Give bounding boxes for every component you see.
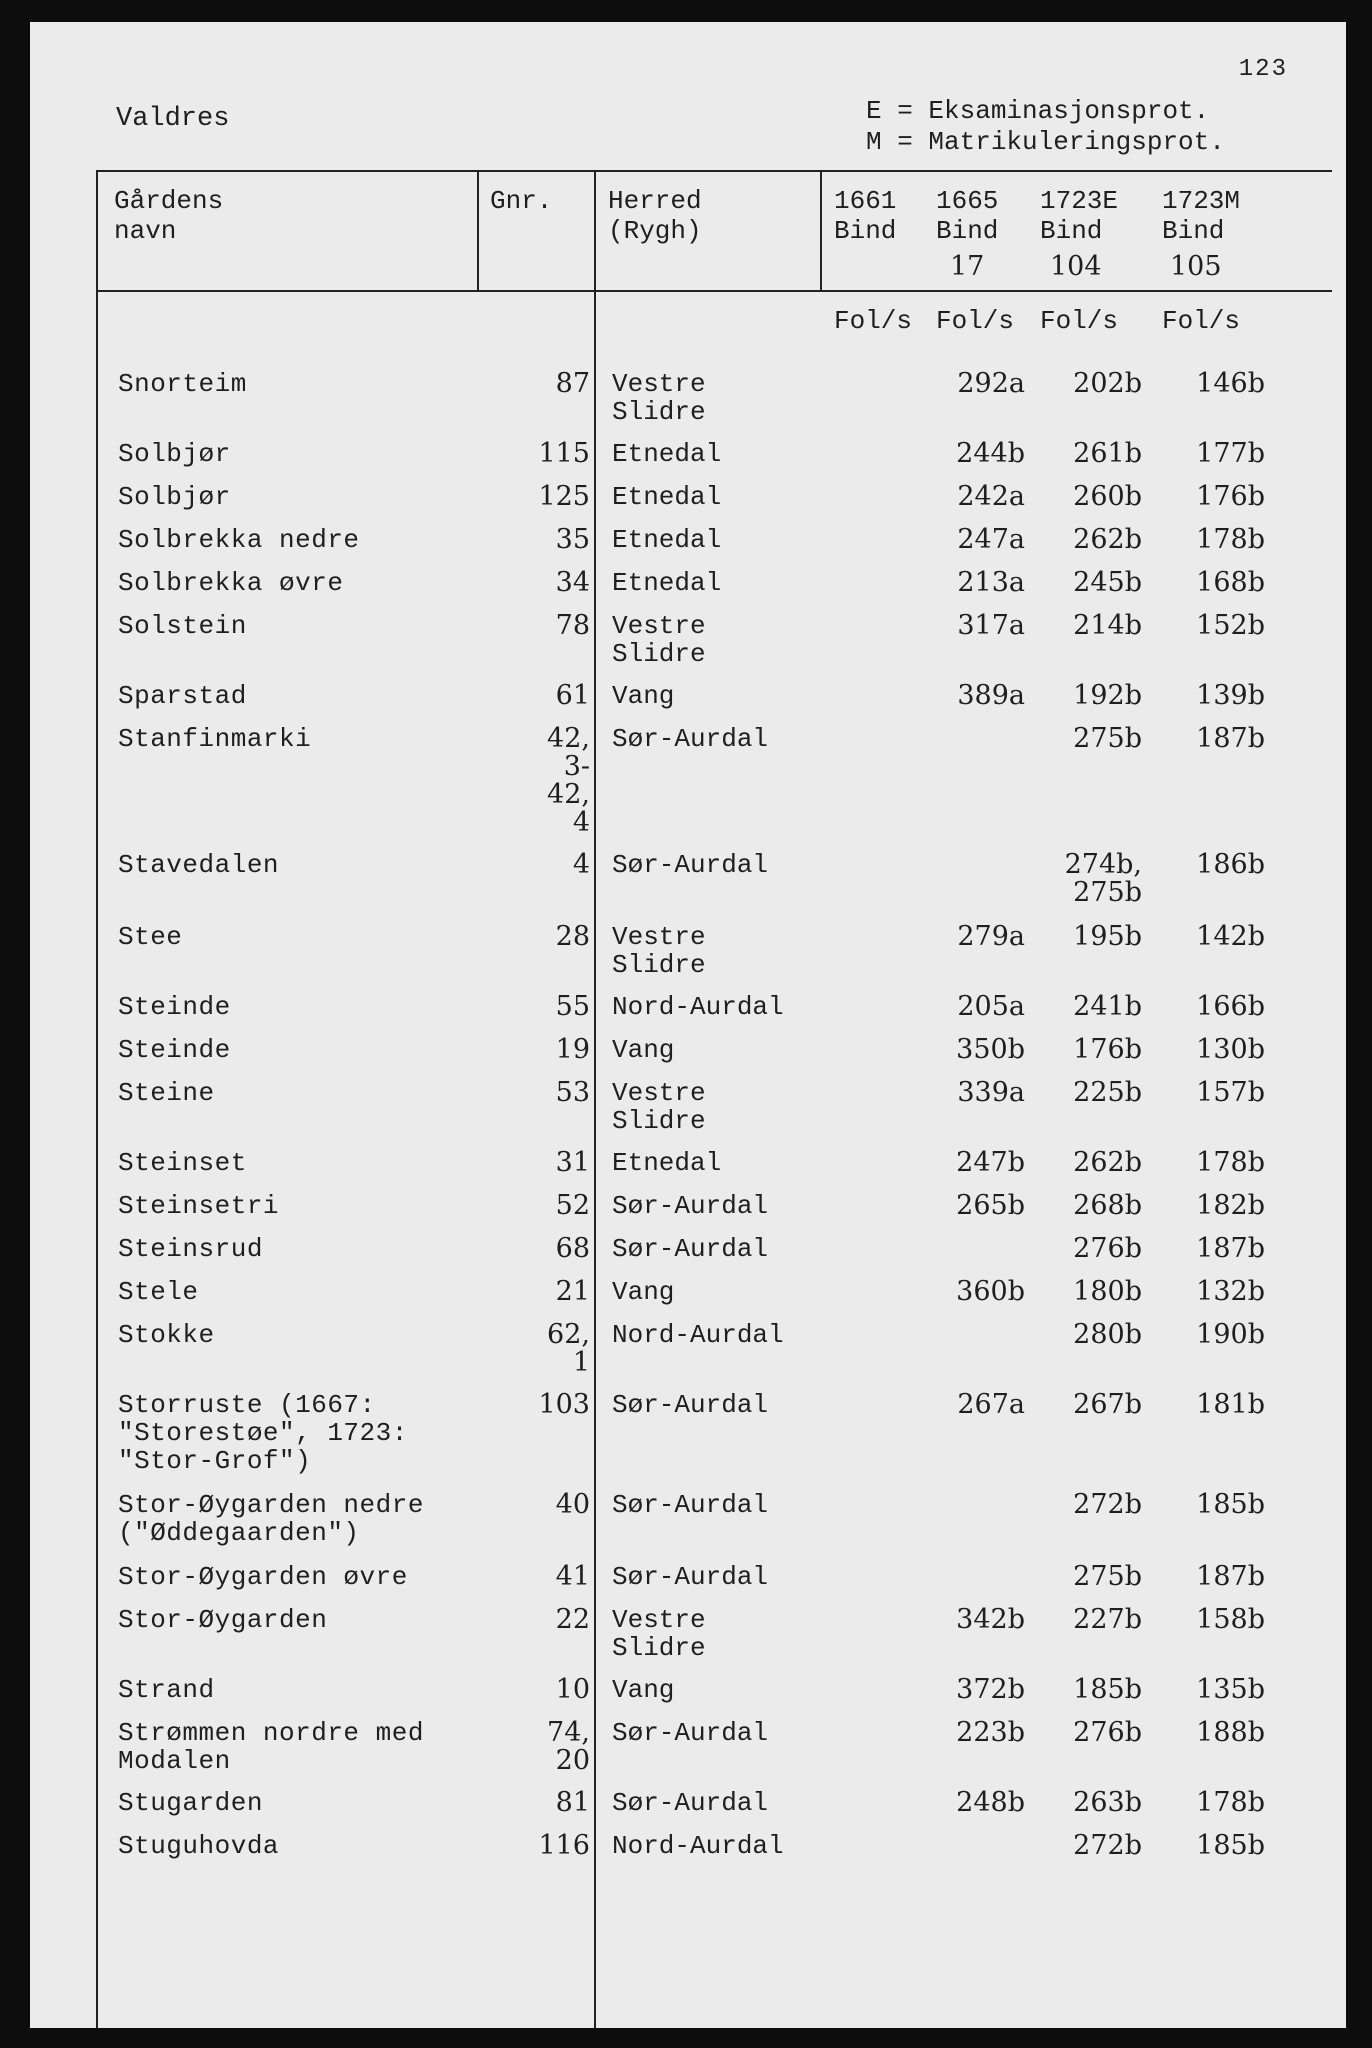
folio-1723e-cell: 180b	[1073, 1276, 1142, 1307]
fol-1661: Fol/s	[834, 306, 913, 336]
fol-1665: Fol/s	[936, 306, 1015, 336]
folio-1665-cell: 248b	[956, 1787, 1025, 1818]
folio-1723e-cell: 275b	[1073, 1561, 1142, 1592]
folio-1723m-cell: 182b	[1196, 1190, 1265, 1221]
table-row	[30, 1832, 1346, 1875]
folio-1665-cell: 265b	[956, 1190, 1025, 1221]
gnr-cell: 34	[555, 567, 590, 598]
farm-name-cell: Strømmen nordre med Modalen	[118, 1718, 424, 1776]
herred-cell: Sør-Aurdal	[612, 1390, 769, 1420]
table-row	[30, 1563, 1346, 1606]
table-row	[30, 923, 1346, 993]
herred-cell: Sør-Aurdal	[612, 1562, 769, 1592]
folio-1723m-cell: 132b	[1196, 1276, 1265, 1307]
table-row	[30, 851, 1346, 923]
gnr-cell: 116	[538, 1830, 590, 1861]
folio-1665-cell: 317a	[957, 610, 1025, 641]
herred-cell: Etnedal	[612, 439, 722, 469]
page-number: 123	[1238, 56, 1288, 83]
folio-1723m-cell: 178b	[1196, 1787, 1265, 1818]
folio-1723m-cell: 187b	[1196, 1561, 1265, 1592]
gnr-cell: 115	[538, 438, 590, 469]
herred-cell: Vestre Slidre	[612, 1605, 706, 1663]
gnr-column-rule	[477, 170, 479, 290]
folio-1723e-cell: 276b	[1073, 1717, 1142, 1748]
folio-1665-cell: 242a	[957, 481, 1025, 512]
table-header-rule	[96, 290, 1332, 292]
folio-1665-cell: 292a	[957, 368, 1025, 399]
folio-1723e-cell: 245b	[1073, 567, 1142, 598]
gnr-cell: 40	[555, 1489, 590, 1520]
farm-name-cell: Steine	[118, 1078, 215, 1108]
folio-1665-cell: 350b	[956, 1034, 1025, 1065]
farm-name-cell: Solbrekka nedre	[118, 525, 360, 555]
folio-1665-cell: 244b	[956, 438, 1025, 469]
folio-1723m-cell: 135b	[1196, 1674, 1265, 1705]
table-row	[30, 1719, 1346, 1789]
herred-cell: Nord-Aurdal	[612, 1320, 784, 1350]
gnr-cell: 28	[555, 921, 590, 952]
gnr-cell: 21	[555, 1276, 590, 1307]
folio-1665-cell: 213a	[957, 567, 1025, 598]
legend-e: E = Eksaminasjonsprot.	[866, 96, 1210, 126]
table-row	[30, 569, 1346, 612]
table-row	[30, 993, 1346, 1036]
farm-name-cell: Stanfinmarki	[118, 724, 312, 754]
herred-cell: Vestre Slidre	[612, 922, 706, 980]
table-row	[30, 1278, 1346, 1321]
herred-cell: Nord-Aurdal	[612, 992, 784, 1022]
gnr-cell: 87	[555, 368, 590, 399]
folio-1723m-cell: 146b	[1196, 368, 1265, 399]
folio-1723e-cell: 263b	[1073, 1787, 1142, 1818]
farm-name-cell: Solstein	[118, 611, 247, 641]
herred-cell: Nord-Aurdal	[612, 1831, 784, 1861]
folio-1665-cell: 360b	[956, 1276, 1025, 1307]
header-gnr: Gnr.	[490, 186, 553, 216]
folio-1723m-cell: 157b	[1196, 1077, 1265, 1108]
folio-1723e-cell: 267b	[1073, 1389, 1142, 1420]
header-1723e: 1723E Bind	[1040, 186, 1119, 246]
farm-name-cell: Stokke	[118, 1320, 215, 1350]
folio-1723e-cell: 280b	[1073, 1319, 1142, 1350]
folio-1723m-cell: 158b	[1196, 1604, 1265, 1635]
folio-1723m-cell: 178b	[1196, 1147, 1265, 1178]
farm-name-cell: Stuguhovda	[118, 1831, 280, 1861]
folio-1723e-cell: 241b	[1073, 991, 1142, 1022]
folio-1665-cell: 247a	[957, 524, 1025, 555]
farm-name-cell: Solbjør	[118, 439, 231, 469]
gnr-cell: 53	[555, 1077, 590, 1108]
document-page	[30, 22, 1346, 2028]
header-bind-1723m: 105	[1170, 251, 1222, 282]
region-title: Valdres	[116, 104, 230, 134]
folio-1723m-cell: 181b	[1196, 1389, 1265, 1420]
herred-cell: Etnedal	[612, 568, 722, 598]
folio-1723e-cell: 260b	[1073, 481, 1142, 512]
folio-1723e-cell: 227b	[1073, 1604, 1142, 1635]
folio-1723m-cell: 186b	[1196, 849, 1265, 880]
folio-1665-cell: 267a	[957, 1389, 1025, 1420]
header-1723m: 1723M Bind	[1162, 186, 1241, 246]
table-row	[30, 1149, 1346, 1192]
table-row	[30, 1321, 1346, 1391]
gnr-cell: 61	[555, 680, 590, 711]
folio-1665-cell: 223b	[956, 1717, 1025, 1748]
gnr-cell: 125	[538, 481, 590, 512]
folio-1723m-cell: 176b	[1196, 481, 1265, 512]
fol-1723e: Fol/s	[1040, 306, 1119, 336]
folio-1723e-cell: 272b	[1073, 1830, 1142, 1861]
table-row	[30, 1491, 1346, 1563]
farm-name-cell: Solbrekka øvre	[118, 568, 344, 598]
herred-cell: Vang	[612, 1277, 675, 1307]
gnr-cell: 78	[555, 610, 590, 641]
folio-1723m-cell: 185b	[1196, 1489, 1265, 1520]
table-row	[30, 526, 1346, 569]
folio-1723e-cell: 274b, 275b	[1064, 849, 1142, 908]
farm-name-cell: Solbjør	[118, 482, 231, 512]
folio-1723m-cell: 188b	[1196, 1717, 1265, 1748]
herred-cell: Vang	[612, 1675, 675, 1705]
farm-name-cell: Strand	[118, 1675, 215, 1705]
folio-1665-cell: 339a	[957, 1077, 1025, 1108]
herred-cell: Sør-Aurdal	[612, 1718, 769, 1748]
folio-1665-cell: 342b	[956, 1604, 1025, 1635]
herred-cell: Sør-Aurdal	[612, 1788, 769, 1818]
herred-cell: Vestre Slidre	[612, 611, 706, 669]
folio-1723m-cell: 142b	[1196, 921, 1265, 952]
gnr-cell: 55	[555, 991, 590, 1022]
farm-name-cell: Stor-Øygarden øvre	[118, 1562, 408, 1592]
header-bind-1723e: 104	[1050, 251, 1102, 282]
farm-name-cell: Steinde	[118, 992, 231, 1022]
folio-1665-cell: 279a	[957, 921, 1025, 952]
folio-1723m-cell: 190b	[1196, 1319, 1265, 1350]
herred-cell: Sør-Aurdal	[612, 850, 769, 880]
gnr-cell: 42, 3- 42, 4	[547, 723, 590, 838]
table-row	[30, 682, 1346, 725]
farm-name-cell: Stor-Øygarden	[118, 1605, 328, 1635]
herred-cell: Etnedal	[612, 525, 722, 555]
farm-name-cell: Snorteim	[118, 369, 247, 399]
folio-1723e-cell: 202b	[1073, 368, 1142, 399]
herred-cell: Vang	[612, 1035, 675, 1065]
gnr-cell: 4	[572, 849, 590, 880]
table-row	[30, 1789, 1346, 1832]
herred-cell: Etnedal	[612, 1148, 722, 1178]
table-row	[30, 440, 1346, 483]
folio-1665-cell: 205a	[957, 991, 1025, 1022]
folio-1723e-cell: 262b	[1073, 1147, 1142, 1178]
bind-column-rule	[820, 170, 822, 290]
table-row	[30, 1676, 1346, 1719]
farm-name-cell: Stor-Øygarden nedre ("Øddegaarden")	[118, 1490, 424, 1548]
gnr-cell: 35	[555, 524, 590, 555]
folio-1723e-cell: 214b	[1073, 610, 1142, 641]
table-row	[30, 1036, 1346, 1079]
folio-1723e-cell: 275b	[1073, 723, 1142, 754]
folio-1723e-cell: 268b	[1073, 1190, 1142, 1221]
gnr-cell: 103	[538, 1389, 590, 1420]
header-herred: Herred (Rygh)	[608, 186, 702, 246]
fol-1723m: Fol/s	[1162, 306, 1241, 336]
table-row	[30, 483, 1346, 526]
farm-name-cell: Stavedalen	[118, 850, 280, 880]
gnr-cell: 10	[555, 1674, 590, 1705]
folio-1723e-cell: 261b	[1073, 438, 1142, 469]
farm-name-cell: Stugarden	[118, 1788, 263, 1818]
table-row	[30, 1192, 1346, 1235]
legend	[866, 96, 1225, 158]
header-1665: 1665 Bind	[936, 186, 999, 246]
folio-1665-cell: 372b	[956, 1674, 1025, 1705]
gnr-cell: 74, 20	[547, 1717, 590, 1776]
folio-1723e-cell: 195b	[1073, 921, 1142, 952]
header-farm-name: Gårdens navn	[114, 186, 224, 246]
gnr-cell: 81	[555, 1787, 590, 1818]
table-row	[30, 725, 1346, 851]
herred-cell: Vang	[612, 681, 675, 711]
folio-1723e-cell: 272b	[1073, 1489, 1142, 1520]
folio-1723m-cell: 185b	[1196, 1830, 1265, 1861]
farm-name-cell: Stee	[118, 922, 183, 952]
table-row	[30, 612, 1346, 682]
herred-cell: Vestre Slidre	[612, 1078, 706, 1136]
table-body	[30, 370, 1346, 1875]
herred-cell: Vestre Slidre	[612, 369, 706, 427]
gnr-cell: 68	[555, 1233, 590, 1264]
folio-1723e-cell: 192b	[1073, 680, 1142, 711]
folio-1723m-cell: 166b	[1196, 991, 1265, 1022]
table-row	[30, 1235, 1346, 1278]
folio-1723m-cell: 187b	[1196, 1233, 1265, 1264]
table-row	[30, 1079, 1346, 1149]
folio-1723m-cell: 152b	[1196, 610, 1265, 641]
herred-cell: Sør-Aurdal	[612, 1234, 769, 1264]
farm-name-cell: Sparstad	[118, 681, 247, 711]
herred-cell: Sør-Aurdal	[612, 1191, 769, 1221]
gnr-cell: 19	[555, 1034, 590, 1065]
gnr-cell: 52	[555, 1190, 590, 1221]
folio-1665-cell: 389a	[957, 680, 1025, 711]
herred-cell: Sør-Aurdal	[612, 1490, 769, 1520]
table-row	[30, 1606, 1346, 1676]
farm-name-cell: Steinde	[118, 1035, 231, 1065]
farm-name-cell: Steinsetri	[118, 1191, 280, 1221]
gnr-cell: 22	[555, 1604, 590, 1635]
table-row	[30, 370, 1346, 440]
herred-cell: Etnedal	[612, 482, 722, 512]
gnr-cell: 62, 1	[547, 1319, 590, 1378]
folio-1723m-cell: 187b	[1196, 723, 1265, 754]
farm-name-cell: Stele	[118, 1277, 199, 1307]
farm-name-cell: Steinsrud	[118, 1234, 263, 1264]
table-top-rule	[96, 170, 1332, 172]
herred-cell: Sør-Aurdal	[612, 724, 769, 754]
table-row	[30, 1391, 1346, 1491]
folio-1723m-cell: 139b	[1196, 680, 1265, 711]
farm-name-cell: Steinset	[118, 1148, 247, 1178]
header-bind-1665: 17	[950, 251, 985, 282]
folio-1723e-cell: 276b	[1073, 1233, 1142, 1264]
folio-1723e-cell: 176b	[1073, 1034, 1142, 1065]
folio-1723m-cell: 130b	[1196, 1034, 1265, 1065]
gnr-cell: 31	[555, 1147, 590, 1178]
folio-1723e-cell: 185b	[1073, 1674, 1142, 1705]
legend-m: M = Matrikuleringsprot.	[866, 127, 1225, 157]
folio-1723e-cell: 262b	[1073, 524, 1142, 555]
folio-1665-cell: 247b	[956, 1147, 1025, 1178]
folio-1723m-cell: 178b	[1196, 524, 1265, 555]
folio-1723e-cell: 225b	[1073, 1077, 1142, 1108]
gnr-cell: 41	[555, 1561, 590, 1592]
folio-1723m-cell: 177b	[1196, 438, 1265, 469]
folio-1723m-cell: 168b	[1196, 567, 1265, 598]
header-1661: 1661 Bind	[834, 186, 897, 246]
farm-name-cell: Storruste (1667: "Storestøe", 1723: "Stor-Grof")	[118, 1390, 408, 1476]
